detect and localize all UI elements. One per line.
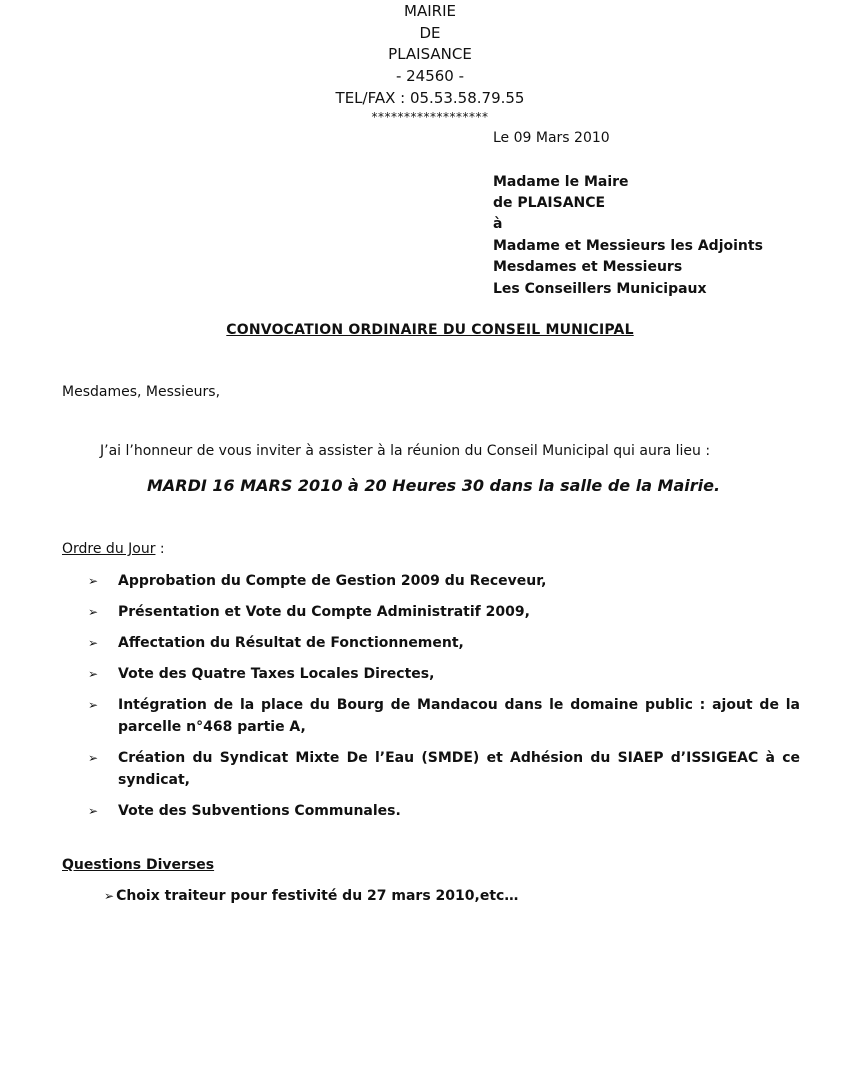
agenda-heading-label: Ordre du Jour bbox=[62, 541, 156, 557]
agenda-item bbox=[88, 747, 800, 791]
agenda-item bbox=[88, 632, 800, 654]
header-postcode: - 24560 - bbox=[395, 67, 465, 85]
header-plaisance: PLAISANCE bbox=[388, 45, 472, 63]
arrow-bullet-icon: ➢ bbox=[88, 605, 99, 619]
arrow-bullet-icon: ➢ bbox=[88, 698, 99, 712]
agenda-heading-colon: : bbox=[155, 541, 165, 557]
agenda-item bbox=[88, 800, 800, 822]
agenda-item-text: Vote des Subventions Communales. bbox=[118, 803, 401, 819]
arrow-bullet-icon: ➢ bbox=[104, 889, 115, 903]
arrow-bullet-icon: ➢ bbox=[88, 804, 99, 818]
arrow-bullet-icon: ➢ bbox=[88, 636, 99, 650]
agenda-heading bbox=[62, 541, 165, 557]
agenda-item-text: Présentation et Vote du Compte Administratif 2009, bbox=[118, 604, 530, 620]
recipient-line-1: Madame le Maire bbox=[493, 174, 629, 190]
arrow-bullet-icon: ➢ bbox=[88, 751, 99, 765]
recipient-line-4: Madame et Messieurs les Adjoints bbox=[493, 238, 763, 254]
agenda-item-text: Approbation du Compte de Gestion 2009 du Receveur, bbox=[118, 573, 547, 589]
greeting: Mesdames, Messieurs, bbox=[62, 384, 221, 400]
letter-date: Le 09 Mars 2010 bbox=[493, 130, 610, 146]
questions-heading bbox=[62, 857, 214, 873]
header-mairie: MAIRIE bbox=[404, 2, 456, 20]
recipient-line-3: à bbox=[493, 216, 503, 232]
agenda-item bbox=[88, 663, 800, 685]
arrow-bullet-icon: ➢ bbox=[88, 574, 99, 588]
questions-item bbox=[104, 888, 518, 904]
questions-item-text: Choix traiteur pour festivité du 27 mars 2010,etc… bbox=[116, 888, 519, 904]
intro-text: J’ai l’honneur de vous inviter à assister à la réunion du Conseil Municipal qui aura lieu : bbox=[100, 443, 711, 459]
header-stars: ****************** bbox=[371, 110, 489, 124]
agenda-item bbox=[88, 601, 800, 623]
document-title: CONVOCATION ORDINAIRE DU CONSEIL MUNICIPAL bbox=[226, 322, 634, 338]
recipient-line-5: Mesdames et Messieurs bbox=[493, 259, 683, 275]
agenda-item bbox=[88, 570, 800, 592]
agenda-item bbox=[88, 694, 800, 738]
header-de: DE bbox=[419, 24, 441, 42]
agenda-item-text: Affectation du Résultat de Fonctionnement, bbox=[118, 635, 464, 651]
agenda-item-text: Création du Syndicat Mixte De l’Eau (SMDE) et Adhésion du SIAEP d’ISSIGEAC à ce syndicat, bbox=[118, 750, 800, 788]
meeting-datetime: MARDI 16 MARS 2010 à 20 Heures 30 dans la salle de la Mairie. bbox=[146, 476, 721, 495]
agenda-item-text: Intégration de la place du Bourg de Mandacou dans le domaine public : ajout de la parcelle n°468 partie A, bbox=[118, 697, 800, 735]
recipient-line-6: Les Conseillers Municipaux bbox=[493, 281, 707, 297]
agenda-item-text: Vote des Quatre Taxes Locales Directes, bbox=[118, 666, 435, 682]
recipient-line-2: de PLAISANCE bbox=[493, 195, 606, 211]
header-telfax: TEL/FAX : 05.53.58.79.55 bbox=[335, 89, 525, 107]
questions-heading-label: Questions Diverses bbox=[62, 857, 215, 873]
arrow-bullet-icon: ➢ bbox=[88, 667, 99, 681]
agenda-list bbox=[88, 570, 800, 831]
